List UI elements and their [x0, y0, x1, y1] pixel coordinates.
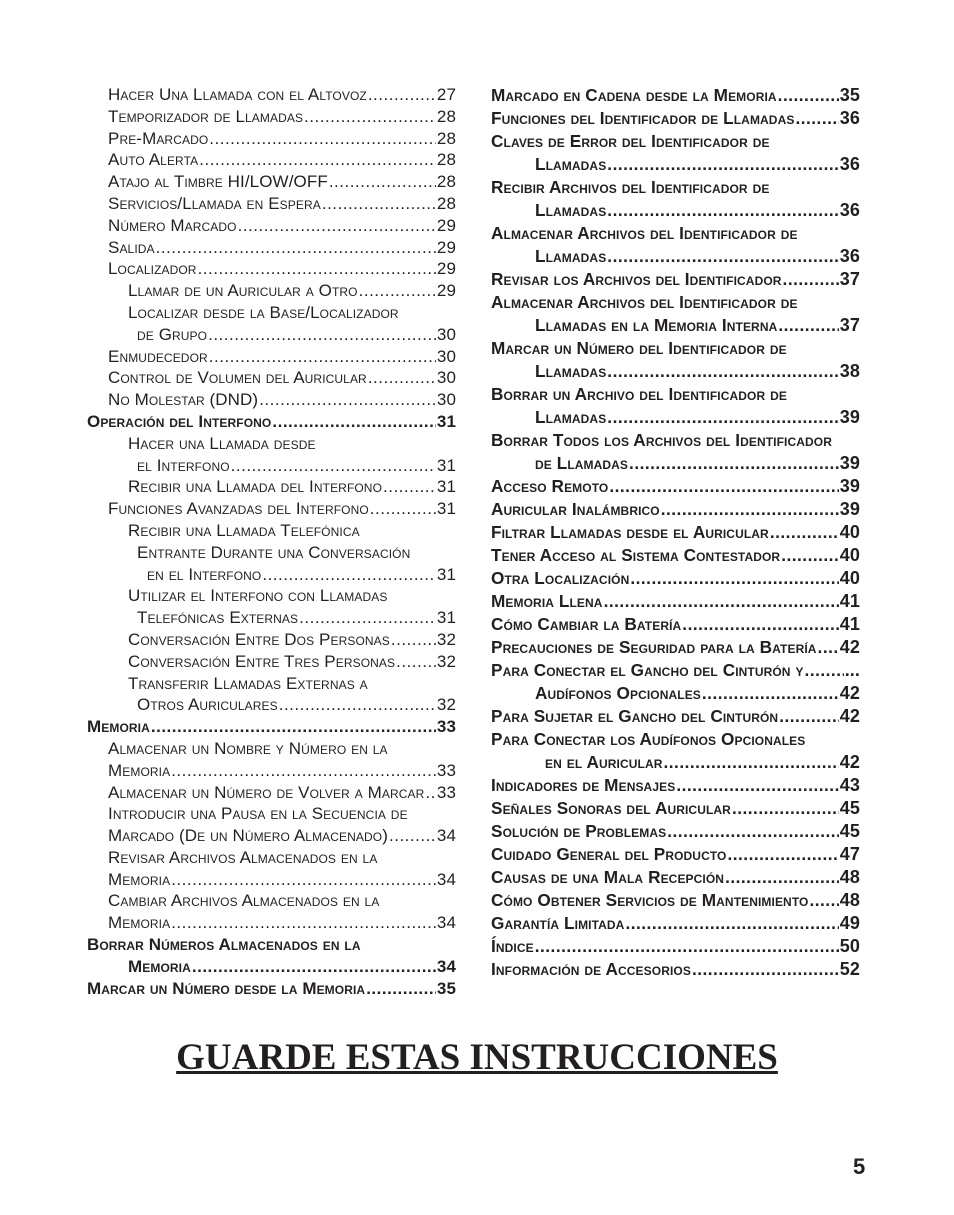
toc-entry-title: Marcado (De un Número Almacenado) — [108, 826, 388, 846]
toc-entry — [491, 475, 860, 498]
toc-entry — [491, 843, 860, 866]
toc-entry-title: Revisar Archivos Almacenados en la — [108, 847, 378, 867]
toc-dot-leader — [389, 825, 436, 847]
toc-entry-title: Revisar los Archivos del Identificador — [491, 269, 782, 289]
toc-dot-leader — [630, 567, 838, 590]
toc-dot-leader — [805, 659, 844, 682]
toc-entry — [491, 153, 860, 176]
toc-entry-title: de Llamadas — [535, 453, 629, 473]
toc-entry-page: 40 — [839, 545, 860, 565]
toc-entry-page: 52 — [839, 959, 860, 979]
toc-dot-leader — [272, 411, 436, 433]
toc-entry-title: Entrante Durante una Conversación — [137, 542, 411, 562]
toc-entry-title: en el Auricular — [545, 752, 663, 772]
toc-entry-title: Auto Alerta — [108, 150, 199, 170]
toc-entry-title: Borrar Todos los Archivos del Identificador — [491, 430, 832, 450]
toc-entry-title: Temporizador de Llamadas — [108, 106, 304, 126]
toc-dot-leader — [607, 360, 838, 383]
toc-entry-title: de Grupo — [137, 324, 208, 344]
toc-entry — [491, 613, 860, 636]
toc-dot-leader — [370, 498, 436, 520]
toc-entry-page: 28 — [436, 193, 456, 213]
toc-entry-page: 37 — [839, 315, 860, 335]
toc-dot-leader — [667, 820, 839, 843]
toc-entry-page: 40 — [839, 568, 860, 588]
toc-entry-title: Funciones del Identificador de Llamadas — [491, 108, 795, 128]
toc-entry-title: Llamadas — [535, 407, 607, 427]
toc-entry-title: Auricular Inalámbrico — [491, 499, 660, 519]
toc-entry-title: Borrar Números Almacenados en la — [87, 935, 361, 955]
toc-entry — [491, 912, 860, 935]
toc-entry-title: Llamadas — [535, 200, 607, 220]
toc-entry-title: Atajo al Timbre HI/LOW/OFF — [108, 172, 328, 192]
toc-entry-title: Causas de una Mala Recepción — [491, 867, 725, 887]
toc-dot-leader — [779, 705, 839, 728]
toc-dot-leader — [795, 107, 838, 130]
toc-entry-page: 32 — [436, 629, 456, 649]
toc-entry — [491, 176, 860, 199]
toc-entry — [87, 128, 456, 150]
toc-dot-leader — [151, 716, 436, 738]
toc-right-column — [491, 84, 860, 981]
toc-entry-title: Pre-Marcado — [108, 128, 209, 148]
toc-entry — [87, 411, 456, 433]
toc-entry — [87, 542, 456, 564]
toc-entry-page: 39 — [839, 407, 860, 427]
toc-entry — [87, 803, 456, 825]
toc-entry — [87, 171, 456, 193]
toc-entry — [87, 149, 456, 171]
toc-entry-title: Otra Localización — [491, 568, 630, 588]
toc-entry — [491, 291, 860, 314]
toc-entry-title: Audífonos Opcionales — [535, 683, 701, 703]
toc-entry — [491, 383, 860, 406]
toc-entry-title: Memoria — [87, 717, 150, 737]
toc-dot-leader — [725, 866, 839, 889]
toc-entry-title: Memoria — [108, 913, 171, 933]
toc-dot-leader — [607, 245, 838, 268]
toc-entry — [87, 847, 456, 869]
toc-entry-title: Filtrar Llamadas desde el Auricular — [491, 522, 769, 542]
toc-entry-page: 33 — [436, 782, 456, 802]
toc-entry — [491, 797, 860, 820]
toc-entry — [87, 607, 456, 629]
toc-entry-page: 41 — [839, 591, 860, 611]
toc-entry-title: Garantía Limitada — [491, 913, 625, 933]
toc-entry — [491, 889, 860, 912]
toc-entry-title: Número Marcado — [108, 215, 237, 235]
toc-entry — [491, 866, 860, 889]
toc-dot-leader — [192, 956, 436, 978]
toc-entry-title: Transferir Llamadas Externas a — [128, 673, 368, 693]
toc-dot-leader — [809, 889, 838, 912]
toc-entry — [491, 337, 860, 360]
toc-entry — [491, 659, 860, 682]
toc-entry — [87, 760, 456, 782]
toc-entry-page: ... — [844, 660, 860, 680]
toc-entry-page: 30 — [436, 346, 456, 366]
toc-entry — [87, 84, 456, 106]
toc-dot-leader — [368, 367, 436, 389]
toc-entry — [87, 912, 456, 934]
toc-entry-page: 42 — [839, 706, 860, 726]
toc-dot-leader — [625, 912, 838, 935]
toc-dot-leader — [262, 564, 436, 586]
toc-entry — [87, 215, 456, 237]
toc-entry — [491, 406, 860, 429]
toc-entry-title: Señales Sonoras del Auricular — [491, 798, 731, 818]
toc-dot-leader — [783, 268, 839, 291]
toc-entry-page: 31 — [436, 455, 456, 475]
toc-entry-page: 48 — [839, 867, 860, 887]
toc-entry-title: Otros Auriculares — [137, 695, 278, 715]
toc-entry-page: 28 — [436, 106, 456, 126]
toc-entry-page: 28 — [436, 172, 456, 192]
toc-entry — [491, 130, 860, 153]
toc-entry — [491, 314, 860, 337]
toc-entry-title: Llamadas en la Memoria Interna — [535, 315, 778, 335]
toc-entry — [87, 694, 456, 716]
toc-entry-page: 41 — [839, 614, 860, 634]
toc-entry-page: 29 — [436, 237, 456, 257]
toc-entry — [87, 716, 456, 738]
toc-entry-page: 39 — [839, 453, 860, 473]
toc-entry-title: Acceso Remoto — [491, 476, 609, 496]
toc-entry-title: Cuidado General del Producto — [491, 844, 727, 864]
toc-dot-leader — [396, 651, 436, 673]
toc-dot-leader — [692, 958, 839, 981]
toc-entry-page: 30 — [436, 368, 456, 388]
toc-entry — [491, 682, 860, 705]
toc-entry-page: 50 — [839, 936, 860, 956]
toc-dot-leader — [818, 636, 839, 659]
toc-entry-page: 48 — [839, 890, 860, 910]
toc-entry-title: Localizador — [108, 259, 197, 279]
toc-entry-title: Conversación Entre Dos Personas — [128, 629, 390, 649]
toc-entry-page: 34 — [436, 913, 456, 933]
toc-entry-title: Recibir Archivos del Identificador de — [491, 177, 770, 197]
toc-entry-page: 28 — [436, 150, 456, 170]
toc-entry — [491, 935, 860, 958]
toc-dot-leader — [368, 84, 436, 106]
toc-entry-title: Llamadas — [535, 361, 607, 381]
toc-entry-title: Memoria — [128, 956, 191, 976]
toc-entry-title: Servicios/Llamada en Espera — [108, 193, 321, 213]
toc-entry-title: Claves de Error del Identificador de — [491, 131, 770, 151]
toc-entry — [491, 567, 860, 590]
toc-dot-leader — [778, 84, 839, 107]
toc-entry — [87, 237, 456, 259]
toc-entry-page: 29 — [436, 259, 456, 279]
toc-entry — [491, 360, 860, 383]
toc-entry-title: Para Conectar el Gancho del Cinturón y — [491, 660, 804, 680]
toc-entry — [87, 825, 456, 847]
toc-entry — [491, 728, 860, 751]
toc-entry-title: Precauciones de Seguridad para la Batería — [491, 637, 817, 657]
toc-entry — [87, 585, 456, 607]
toc-entry-title: Cambiar Archivos Almacenados en la — [108, 891, 380, 911]
page-number: 5 — [853, 1154, 866, 1179]
toc-entry-title: No Molestar (DND) — [108, 390, 259, 410]
toc-dot-leader — [329, 171, 436, 193]
toc-entry — [87, 106, 456, 128]
toc-dot-leader — [607, 406, 838, 429]
toc-dot-leader — [199, 149, 436, 171]
toc-entry — [491, 705, 860, 728]
toc-entry — [87, 934, 456, 956]
toc-dot-leader — [156, 237, 436, 259]
toc-entry-title: Hacer una Llamada desde — [128, 433, 316, 453]
toc-entry-page: 42 — [839, 637, 860, 657]
toc-entry-page: 33 — [436, 717, 456, 737]
toc-entry-title: Memoria — [108, 869, 171, 889]
toc-dot-leader — [676, 774, 838, 797]
toc-entry-title: Cómo Cambiar la Batería — [491, 614, 682, 634]
toc-entry-title: en el Interfono — [147, 564, 262, 584]
toc-entry-title: Borrar un Archivo del Identificador de — [491, 384, 787, 404]
toc-dot-leader — [366, 978, 436, 1000]
toc-entry-page: 39 — [839, 476, 860, 496]
toc-entry — [87, 280, 456, 302]
toc-dot-leader — [299, 607, 436, 629]
toc-entry-page: 30 — [436, 324, 456, 344]
toc-entry-page: 49 — [839, 913, 860, 933]
toc-entry-page: 32 — [436, 695, 456, 715]
toc-dot-leader — [279, 694, 436, 716]
toc-entry — [491, 429, 860, 452]
toc-dot-leader — [604, 590, 839, 613]
toc-dot-leader — [778, 314, 838, 337]
toc-dot-leader — [682, 613, 838, 636]
toc-entry-title: Solución de Problemas — [491, 821, 667, 841]
toc-entry-title: el Interfono — [137, 455, 230, 475]
toc-dot-leader — [770, 521, 839, 544]
toc-dot-leader — [629, 452, 839, 475]
toc-dot-leader — [322, 193, 436, 215]
toc-entry-page: 45 — [839, 798, 860, 818]
toc-entry — [87, 433, 456, 455]
toc-entry — [87, 890, 456, 912]
toc-dot-leader — [732, 797, 839, 820]
toc-dot-leader — [209, 128, 436, 150]
toc-entry-title: Llamadas — [535, 154, 607, 174]
toc-entry-title: Recibir una Llamada Telefónica — [128, 520, 360, 540]
toc-entry-page: 38 — [839, 361, 860, 381]
toc-entry — [491, 590, 860, 613]
toc-entry — [491, 958, 860, 981]
toc-entry — [491, 452, 860, 475]
toc-entry-title: Utilizar el Interfono con Llamadas — [128, 586, 388, 606]
toc-entry-title: Hacer Una Llamada con el Altovoz — [108, 85, 367, 104]
toc-entry — [87, 455, 456, 477]
toc-entry-page: 27 — [436, 85, 456, 104]
toc-entry — [87, 258, 456, 280]
toc-entry-page: 31 — [436, 564, 456, 584]
toc-dot-leader — [535, 935, 839, 958]
toc-entry-title: Memoria — [108, 760, 171, 780]
toc-entry-page: 29 — [436, 281, 456, 301]
footer-title: GUARDE ESTAS INSTRUCCIONES — [176, 1037, 778, 1078]
toc-entry — [491, 636, 860, 659]
toc-entry — [491, 521, 860, 544]
toc-entry-title: Enmudecedor — [108, 346, 208, 366]
toc-entry-page: 34 — [436, 956, 456, 976]
toc-entry-page: 35 — [436, 978, 456, 998]
toc-entry-title: Marcar un Número desde la Memoria — [87, 978, 366, 998]
toc-entry — [491, 268, 860, 291]
toc-dot-leader — [304, 106, 436, 128]
toc-dot-leader — [607, 153, 838, 176]
toc-dot-leader — [664, 751, 839, 774]
toc-entry — [87, 367, 456, 389]
toc-entry-title: Indicadores de Mensajes — [491, 775, 676, 795]
toc-dot-leader — [259, 389, 436, 411]
toc-entry-title: Memoria Llena — [491, 591, 603, 611]
toc-entry-page: 47 — [839, 844, 860, 864]
toc-dot-leader — [727, 843, 838, 866]
toc-entry — [87, 193, 456, 215]
toc-dot-leader — [702, 682, 839, 705]
toc-entry-page: 31 — [436, 499, 456, 519]
toc-entry — [491, 820, 860, 843]
toc-entry-title: Para Sujetar el Gancho del Cinturón — [491, 706, 779, 726]
toc-dot-leader — [425, 782, 435, 804]
toc-left-column — [87, 84, 456, 999]
toc-entry — [87, 738, 456, 760]
toc-entry-page: 31 — [436, 411, 456, 431]
toc-dot-leader — [383, 476, 436, 498]
toc-entry — [87, 956, 456, 978]
toc-entry — [491, 498, 860, 521]
toc-entry-title: Almacenar Archivos del Identificador de — [491, 292, 798, 312]
toc-entry-page: 45 — [839, 821, 860, 841]
toc-entry-page: 43 — [839, 775, 860, 795]
toc-entry-title: Para Conectar los Audífonos Opcionales — [491, 729, 806, 749]
toc-entry-page: 32 — [436, 651, 456, 671]
toc-entry-title: Marcar un Número del Identificador de — [491, 338, 787, 358]
toc-entry — [491, 774, 860, 797]
toc-entry-title: Control de Volumen del Auricular — [108, 368, 367, 388]
toc-entry — [87, 629, 456, 651]
toc-entry — [87, 978, 456, 1000]
toc-entry-page: 39 — [839, 499, 860, 519]
toc-entry — [87, 564, 456, 586]
toc-entry — [87, 389, 456, 411]
toc-entry-page: 28 — [436, 128, 456, 148]
toc-entry-title: Conversación Entre Tres Personas — [128, 651, 396, 671]
toc-entry — [87, 476, 456, 498]
toc-dot-leader — [209, 346, 436, 368]
toc-entry-page: 36 — [839, 246, 860, 266]
toc-entry — [87, 346, 456, 368]
toc-entry — [491, 751, 860, 774]
toc-dot-leader — [609, 475, 838, 498]
toc-entry-page: 34 — [436, 826, 456, 846]
toc-entry-title: Tener Acceso al Sistema Contestador — [491, 545, 781, 565]
toc-entry-page: 40 — [839, 522, 860, 542]
toc-dot-leader — [171, 869, 436, 891]
toc-entry-page: 31 — [436, 608, 456, 628]
toc-dot-leader — [661, 498, 839, 521]
toc-entry-page: 36 — [839, 200, 860, 220]
toc-entry-page: 29 — [436, 215, 456, 235]
toc-entry-title: Información de Accesorios — [491, 959, 691, 979]
toc-entry — [87, 782, 456, 804]
toc-entry-title: Almacenar Archivos del Identificador de — [491, 223, 798, 243]
toc-entry-page: 30 — [436, 390, 456, 410]
toc-dot-leader — [198, 258, 436, 280]
toc-dot-leader — [208, 324, 436, 346]
toc-entry-title: Operación del Interfono — [87, 411, 272, 431]
toc-entry-page: 33 — [436, 760, 456, 780]
toc-entry-title: Funciones Avanzadas del Interfono — [108, 499, 369, 519]
toc-entry-page: 37 — [839, 269, 860, 289]
toc-entry-title: Almacenar un Nombre y Número en la — [108, 738, 388, 758]
toc-entry-title: Telefónicas Externas — [137, 608, 299, 628]
toc-entry — [491, 107, 860, 130]
toc-dot-leader — [607, 199, 838, 222]
toc-entry-title: Introducir una Pausa en la Secuencia de — [108, 804, 408, 824]
toc-entry-title: Localizar desde la Base/Localizador — [128, 302, 399, 322]
toc-entry-title: Llamadas — [535, 246, 607, 266]
toc-dot-leader — [238, 215, 436, 237]
toc-entry — [87, 520, 456, 542]
toc-entry-page: 42 — [839, 752, 860, 772]
toc-entry-title: Salida — [108, 237, 155, 257]
toc-dot-leader — [171, 760, 436, 782]
toc-entry-page: 36 — [839, 108, 860, 128]
toc-entry-title: Marcado en Cadena desde la Memoria — [491, 85, 777, 105]
toc-entry-title: Llamar de un Auricular a Otro — [128, 281, 358, 301]
toc-entry — [491, 245, 860, 268]
toc-dot-leader — [781, 544, 839, 567]
toc-entry — [491, 84, 860, 107]
toc-entry-page: 42 — [839, 683, 860, 703]
toc-dot-leader — [359, 280, 436, 302]
toc-dot-leader — [231, 455, 436, 477]
toc-entry-title: Índice — [491, 936, 534, 956]
toc-entry — [87, 324, 456, 346]
toc-dot-leader — [171, 912, 436, 934]
toc-entry-page: 35 — [839, 85, 860, 105]
toc-entry-page: 34 — [436, 869, 456, 889]
toc-entry — [87, 302, 456, 324]
toc-entry — [87, 651, 456, 673]
toc-entry-page: 36 — [839, 154, 860, 174]
toc-entry — [87, 673, 456, 695]
toc-entry-title: Almacenar un Número de Volver a Marcar — [108, 782, 425, 802]
toc-entry — [87, 498, 456, 520]
toc-entry-page: 31 — [436, 477, 456, 497]
toc-entry — [491, 222, 860, 245]
toc-entry — [491, 544, 860, 567]
toc-entry-title: Recibir una Llamada del Interfono — [128, 477, 383, 497]
toc-entry — [87, 869, 456, 891]
toc-entry-title: Cómo Obtener Servicios de Mantenimiento — [491, 890, 809, 910]
toc-entry — [491, 199, 860, 222]
toc-dot-leader — [391, 629, 436, 651]
